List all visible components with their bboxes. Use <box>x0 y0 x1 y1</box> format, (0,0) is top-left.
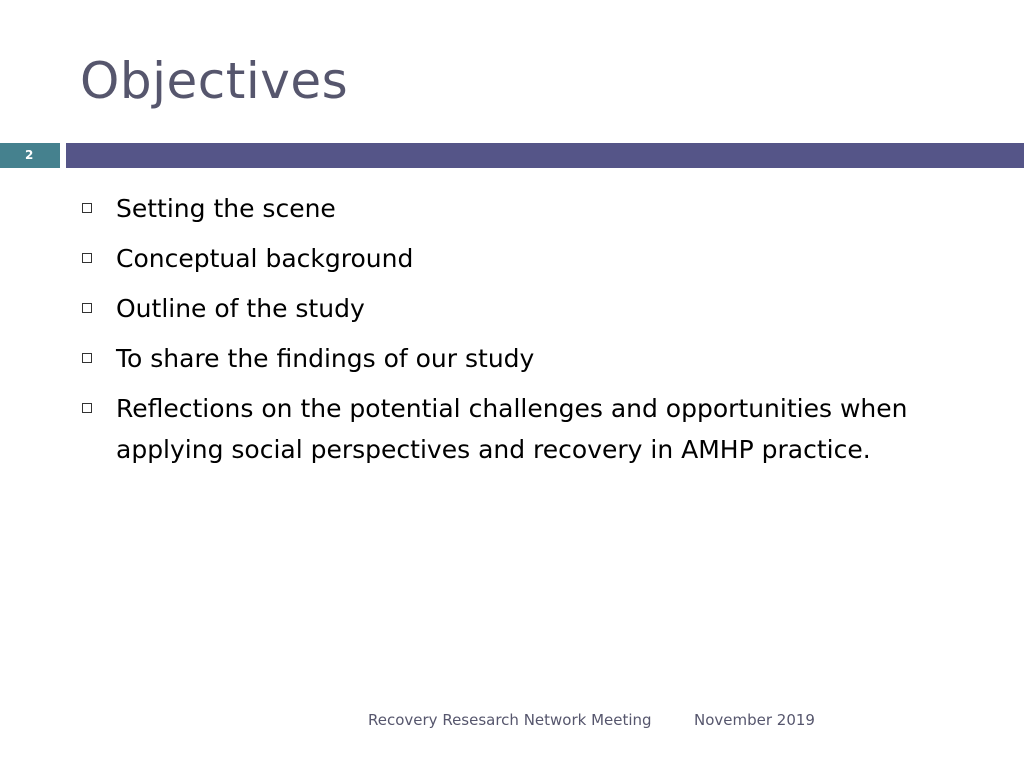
slide-number: 2 <box>0 143 60 168</box>
bullet-item <box>80 338 980 379</box>
bullet-text: To share the findings of our study <box>116 344 535 373</box>
bullet-text: Conceptual background <box>116 244 414 273</box>
square-bullet-icon <box>82 253 92 263</box>
bullet-item <box>80 238 980 279</box>
bullet-text: Outline of the study <box>116 294 365 323</box>
bullet-text: Setting the scene <box>116 194 336 223</box>
bullet-list <box>80 188 980 479</box>
bullet-item <box>80 288 980 329</box>
square-bullet-icon <box>82 353 92 363</box>
square-bullet-icon <box>82 203 92 213</box>
bullet-item <box>80 388 980 470</box>
bullet-text: Reflections on the potential challenges and opportunities when applying social perspectives and recovery in AMHP practice. <box>116 394 908 464</box>
square-bullet-icon <box>82 403 92 413</box>
slide-title: Objectives <box>80 52 349 110</box>
title-divider-bar <box>66 143 1024 168</box>
square-bullet-icon <box>82 303 92 313</box>
bullet-item <box>80 188 980 229</box>
footer-date: November 2019 <box>694 711 815 729</box>
footer-meeting-name: Recovery Resesarch Network Meeting <box>368 711 652 729</box>
